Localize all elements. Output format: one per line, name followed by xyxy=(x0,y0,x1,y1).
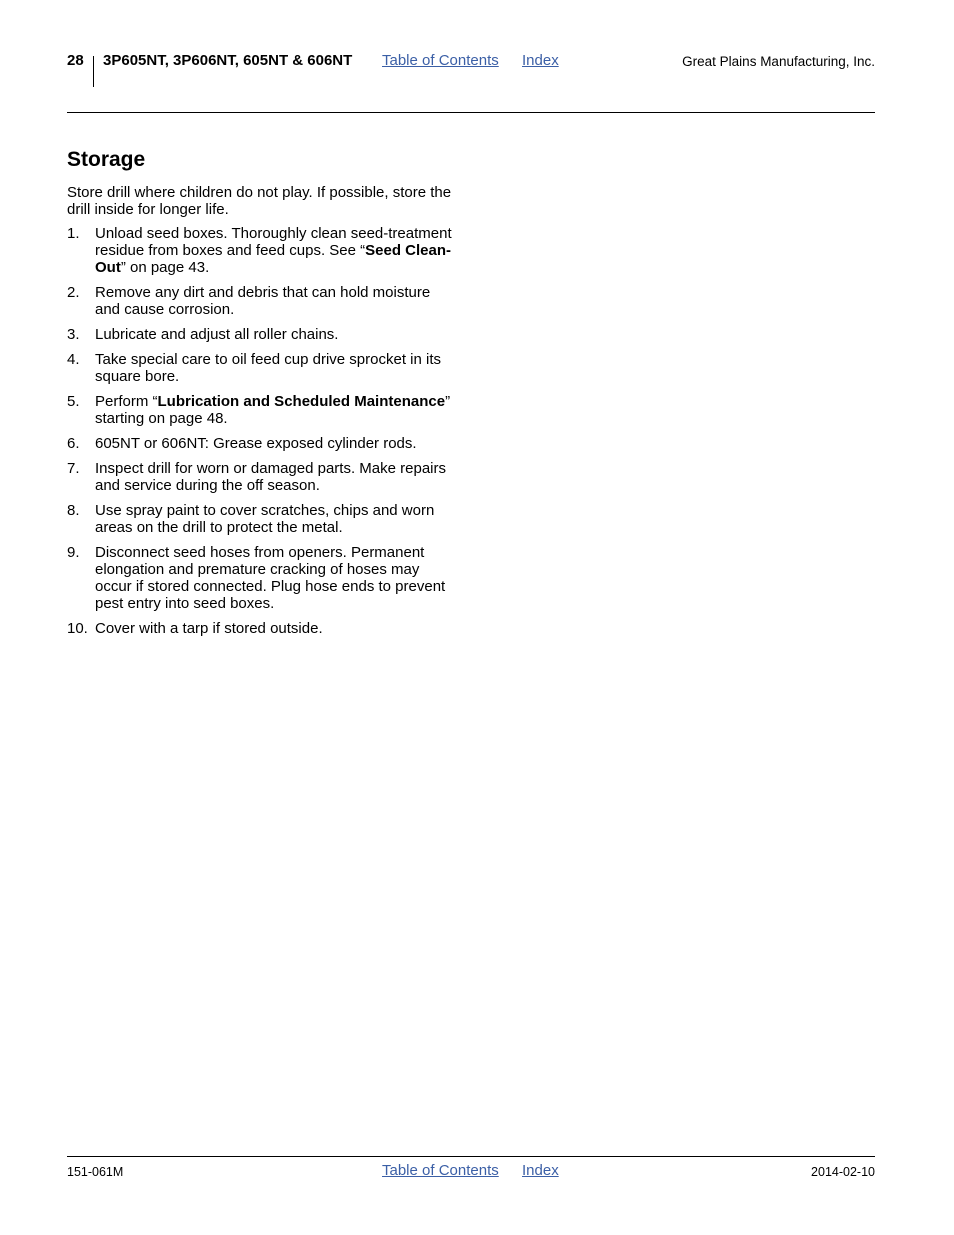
list-item-text: Lubricate and adjust all roller chains. xyxy=(95,326,339,343)
list-item-text: Remove any dirt and debris that can hold moisture and cause corrosion. xyxy=(95,284,431,318)
storage-steps-list xyxy=(67,225,459,637)
list-item xyxy=(67,284,459,318)
list-item xyxy=(67,502,459,536)
list-item xyxy=(67,225,459,276)
list-item xyxy=(67,393,459,427)
list-item xyxy=(67,544,459,612)
list-item-text: Perform “ xyxy=(95,393,158,410)
list-item-text: ” starting on page 48. xyxy=(95,393,451,427)
list-item-number: 5. xyxy=(67,393,80,410)
list-item-text: Disconnect seed hoses from openers. Permanent elongation and premature cracking of hoses may occur if stored connected. Plug hose ends to prevent pest entry into seed boxes. xyxy=(95,544,446,612)
list-item-text: Take special care to oil feed cup drive sprocket in its square bore. xyxy=(95,351,442,385)
list-item-text: Unload seed boxes. Thoroughly clean seed-treatment residue from boxes and feed cups. See “ xyxy=(95,225,452,259)
list-item-number: 8. xyxy=(67,502,80,519)
list-item-number: 2. xyxy=(67,284,80,301)
list-item-text: Use spray paint to cover scratches, chips and worn areas on the drill to protect the metal. xyxy=(95,502,435,536)
header-divider xyxy=(93,56,94,87)
footer-rule xyxy=(67,1156,875,1157)
list-item xyxy=(67,620,459,637)
footer-table-of-contents-link[interactable]: Table of Contents xyxy=(382,1162,499,1179)
cross-reference: Lubrication and Scheduled Maintenance xyxy=(157,393,446,410)
page-number: 28 xyxy=(67,52,84,69)
list-item-text: Inspect drill for worn or damaged parts. Make repairs and service during the off season. xyxy=(95,460,446,494)
list-item-number: 10. xyxy=(67,620,88,637)
list-item-number: 7. xyxy=(67,460,80,477)
page-header xyxy=(67,52,875,88)
list-item-text: ” on page 43. xyxy=(120,259,210,276)
list-item-number: 1. xyxy=(67,225,80,242)
footer-index-link[interactable]: Index xyxy=(522,1162,559,1179)
list-item xyxy=(67,435,459,452)
part-number: 151-061M xyxy=(67,1165,124,1179)
header-index-link[interactable]: Index xyxy=(522,52,559,69)
list-item xyxy=(67,351,459,385)
section-intro: Store drill where children do not play. If possible, store the drill inside for longer life. xyxy=(67,184,452,218)
list-item-number: 4. xyxy=(67,351,80,368)
header-rule xyxy=(67,112,875,113)
list-item xyxy=(67,460,459,494)
publication-date: 2014-02-10 xyxy=(811,1165,875,1179)
storage-section xyxy=(67,146,459,645)
section-title: Storage xyxy=(67,148,146,171)
list-item-number: 9. xyxy=(67,544,80,561)
document-title: 3P605NT, 3P606NT, 605NT & 606NT xyxy=(103,52,353,69)
list-item xyxy=(67,326,459,343)
list-item-text: 605NT or 606NT: Grease exposed cylinder rods. xyxy=(95,435,417,452)
company-name: Great Plains Manufacturing, Inc. xyxy=(682,54,875,69)
list-item-number: 3. xyxy=(67,326,80,343)
list-item-text: Cover with a tarp if stored outside. xyxy=(95,620,323,637)
cross-reference: Seed Clean-Out xyxy=(95,242,452,276)
header-table-of-contents-link[interactable]: Table of Contents xyxy=(382,52,499,69)
list-item-number: 6. xyxy=(67,435,80,452)
